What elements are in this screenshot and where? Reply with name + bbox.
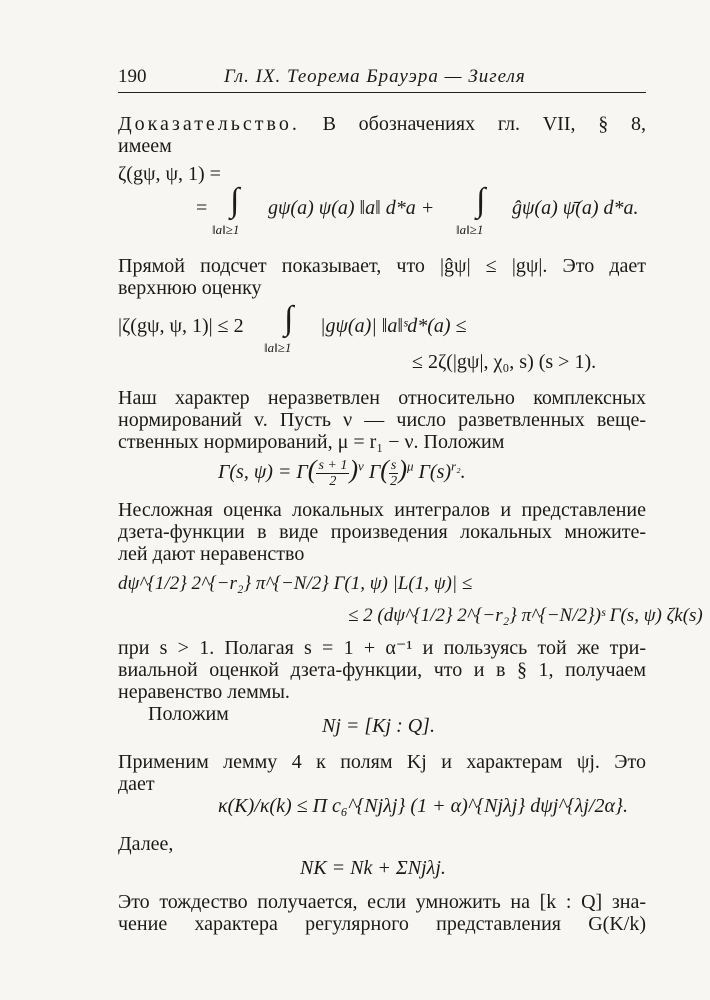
text-line: Прямой подсчет показывает, что |ĝψ| ≤ |gψ|. Это дает [118,255,646,277]
text-line: виальной оценкой дзета-функции, что и в § 1, получаем [118,659,646,681]
integral-sign: ∫ [230,182,240,219]
integral-sign: ∫ [476,182,486,219]
text-line: Наш характер неразветвлен относительно комплексных [118,387,646,409]
integral-limit: ‖a‖≥1 [456,222,484,237]
proof-label: Доказательство. [118,113,300,135]
formula-nk: NK = Nk + ΣNjλj. [300,857,446,879]
formula-inequality-line1: dψ^{1/2} 2^{−r₂} π^{−N/2} Γ(1, ψ) |L(1, ψ)| ≤ [118,573,473,594]
integral-sign: ∫ [284,300,294,337]
running-header [118,64,646,90]
fraction: $\frac{s}{2}$ [390,458,398,489]
page-number: 190 [118,66,147,87]
running-title: Гл. IX. Теорема Брауэра — Зигеля [224,66,526,87]
integral-limit: ‖a‖≥1 [212,222,240,237]
formula-estimate-rhs: |gψ(a)| ‖a‖ˢd*(a) ≤ [320,315,467,337]
text-line: Применим лемму 4 к полям Kj и характерам ψj. Это [118,751,646,773]
formula-gamma: Γ(s, ψ) = Γ( $\frac{s + 1}{2}$ )$^\nu$ Γ( $\frac{s}{2}$ )$^\mu$ $\Gamma(s)^{r_2}$. [218,455,466,489]
formula-term-1: gψ(a) ψ(a) ‖a‖ d*a + [268,197,435,219]
formula-estimate-lhs: |ζ(gψ, ψ, 1)| ≤ 2 [118,315,244,337]
formula-zeta-lhs: ζ(gψ, ψ, 1) = [118,163,221,185]
text-fragment: В обозначениях гл. VII, § 8, [322,113,646,135]
formula-inequality-line2: ≤ 2 (dψ^{1/2} 2^{−r₂} π^{−N/2})ˢ Γ(s, ψ) ζk(s) [348,605,703,626]
gamma-mid: Γ [368,461,381,484]
text-line: Далее, [118,833,174,855]
text-line [118,112,646,136]
text-line: нормирований v. Пусть ν — число разветвленных веще- [118,409,646,431]
text-line: дает [118,773,155,795]
formula-eq-sign: = [196,197,208,219]
text-line: лей дают неравенство [118,543,305,565]
text-line: Несложная оценка локальных интегралов и представление [118,499,646,521]
gamma-lhs: Γ(s, ψ) = Γ [218,461,308,484]
fraction: $\frac{s + 1}{2}$ [318,458,348,489]
text-line: Это тождество получается, если умножить на [k : Q] зна- [118,891,646,913]
text-line: неравенство леммы. [118,681,290,703]
formula-estimate-line2: ≤ 2ζ(|gψ|, χ₀, s) (s > 1). [412,351,597,373]
formula-term-2: ĝψ(a) ψ̄(a) d*a. [512,197,639,219]
text-line: ственных нормирований, μ = r₁ − ν. Положим [118,431,505,453]
text-line: дзета-функции в виде произведения локальных множите- [118,521,646,543]
formula-kappa: κ(K)/κ(k) ≤ Π c₆^{Njλj} (1 + α)^{Njλj} dψj^{λj/2α}. [218,795,628,817]
integral-limit: ‖a‖≥1 [264,340,292,355]
text-line: имеем [118,135,172,157]
text-line: при s > 1. Полагая s = 1 + α⁻¹ и пользуясь той же три- [118,637,646,659]
header-rule [118,92,646,93]
text-line: Положим [148,703,229,725]
formula-nj: Nj = [Kj : Q]. [322,715,435,737]
text-line: чение характера регулярного представления G(K/k) [118,913,646,935]
gamma-tail: Γ(s) [418,461,452,484]
text-line: верхнюю оценку [118,277,262,299]
